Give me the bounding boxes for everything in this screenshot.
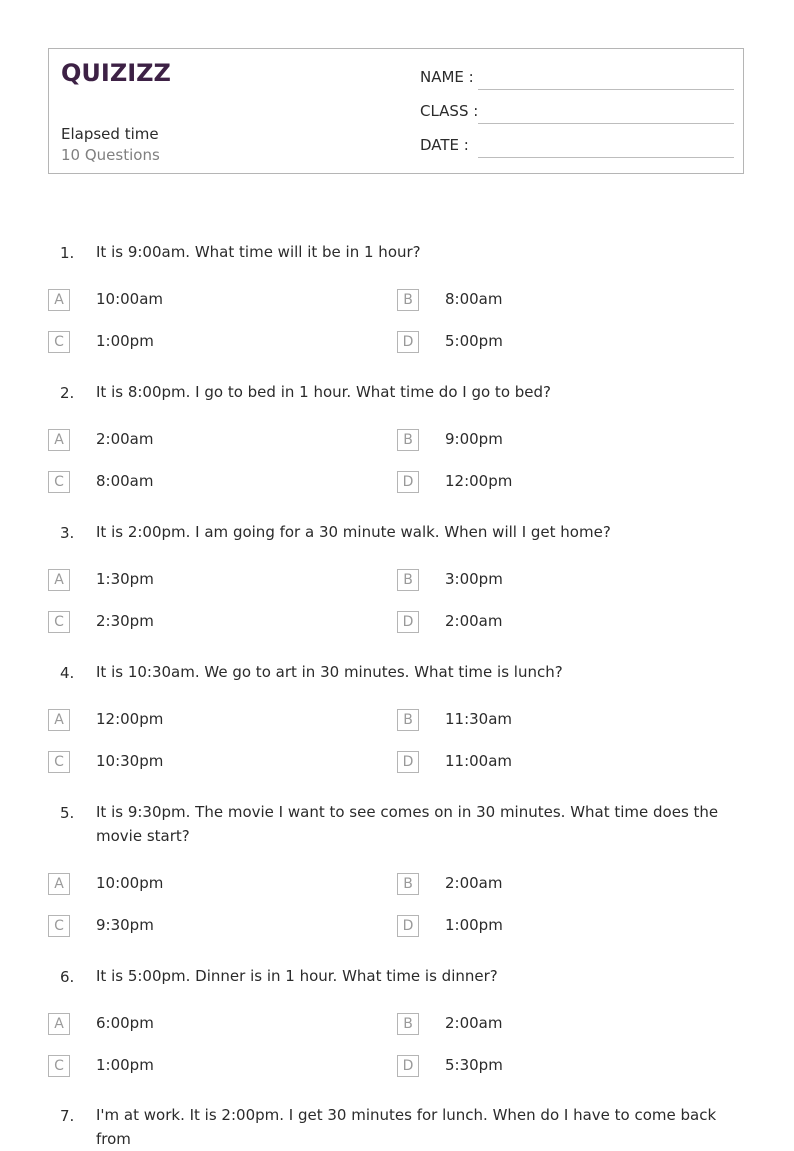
option-text: 2:00am: [445, 874, 503, 892]
option-text: 1:30pm: [96, 570, 154, 588]
option-letter: B: [397, 873, 419, 895]
option-letter: C: [48, 915, 70, 937]
option-text: 5:30pm: [445, 1056, 503, 1074]
date-line[interactable]: [478, 157, 734, 158]
option-letter: B: [397, 1013, 419, 1035]
question-text: It is 8:00pm. I go to bed in 1 hour. What time do I go to bed?: [96, 383, 551, 401]
option-letter: C: [48, 1055, 70, 1077]
class-line[interactable]: [478, 123, 734, 124]
question-count: 10 Questions: [61, 146, 160, 164]
option-letter: A: [48, 289, 70, 311]
question-number: 6.: [60, 968, 75, 986]
option-text: 11:00am: [445, 752, 513, 770]
option-letter: D: [397, 611, 419, 633]
question-number: 5.: [60, 804, 75, 822]
option-text: 2:00am: [445, 612, 503, 630]
name-field[interactable]: [420, 66, 734, 90]
worksheet-header: [48, 48, 744, 174]
question-text: It is 5:00pm. Dinner is in 1 hour. What time is dinner?: [96, 967, 498, 985]
option-text: 8:00am: [445, 290, 503, 308]
option-text: 10:00pm: [96, 874, 164, 892]
option-letter: C: [48, 611, 70, 633]
option-letter: D: [397, 751, 419, 773]
option-text: 10:30pm: [96, 752, 164, 770]
option-letter: B: [397, 429, 419, 451]
name-label: NAME :: [420, 68, 474, 86]
option-letter: D: [397, 915, 419, 937]
question-number: 2.: [60, 384, 75, 402]
class-field[interactable]: [420, 100, 734, 124]
option-text: 1:00pm: [445, 916, 503, 934]
option-text: 10:00am: [96, 290, 164, 308]
option-text: 5:00pm: [445, 332, 503, 350]
worksheet-title: Elapsed time: [61, 125, 159, 143]
name-line[interactable]: [478, 89, 734, 90]
option-letter: C: [48, 471, 70, 493]
option-letter: B: [397, 569, 419, 591]
option-letter: A: [48, 873, 70, 895]
date-field[interactable]: [420, 134, 734, 158]
option-letter: A: [48, 709, 70, 731]
option-text: 2:00am: [96, 430, 154, 448]
question-text: It is 9:00am. What time will it be in 1 hour?: [96, 243, 421, 261]
option-text: 12:00pm: [445, 472, 513, 490]
quizizz-logo: QUIZIZZ: [61, 59, 171, 87]
option-text: 1:00pm: [96, 332, 154, 350]
question-number: 4.: [60, 664, 75, 682]
option-letter: C: [48, 331, 70, 353]
option-text: 6:00pm: [96, 1014, 154, 1032]
option-letter: C: [48, 751, 70, 773]
question-text: It is 9:30pm. The movie I want to see comes on in 30 minutes. What time does the movie start?: [96, 803, 719, 845]
option-text: 2:30pm: [96, 612, 154, 630]
question-number: 7.: [60, 1107, 75, 1125]
option-letter: A: [48, 429, 70, 451]
option-text: 9:00pm: [445, 430, 503, 448]
option-letter: D: [397, 471, 419, 493]
question-number: 1.: [60, 244, 75, 262]
question-text: It is 10:30am. We go to art in 30 minutes. What time is lunch?: [96, 663, 563, 681]
option-text: 2:00am: [445, 1014, 503, 1032]
option-text: 1:00pm: [96, 1056, 154, 1074]
option-text: 12:00pm: [96, 710, 164, 728]
question-number: 3.: [60, 524, 75, 542]
option-letter: B: [397, 289, 419, 311]
option-letter: A: [48, 1013, 70, 1035]
question-text: It is 2:00pm. I am going for a 30 minute walk. When will I get home?: [96, 523, 611, 541]
option-letter: B: [397, 709, 419, 731]
question-text: I'm at work. It is 2:00pm. I get 30 minutes for lunch. When do I have to come back from: [96, 1106, 717, 1148]
option-letter: A: [48, 569, 70, 591]
date-label: DATE :: [420, 136, 469, 154]
option-text: 9:30pm: [96, 916, 154, 934]
option-letter: D: [397, 1055, 419, 1077]
class-label: CLASS :: [420, 102, 479, 120]
option-letter: D: [397, 331, 419, 353]
option-text: 8:00am: [96, 472, 154, 490]
option-text: 11:30am: [445, 710, 513, 728]
option-text: 3:00pm: [445, 570, 503, 588]
